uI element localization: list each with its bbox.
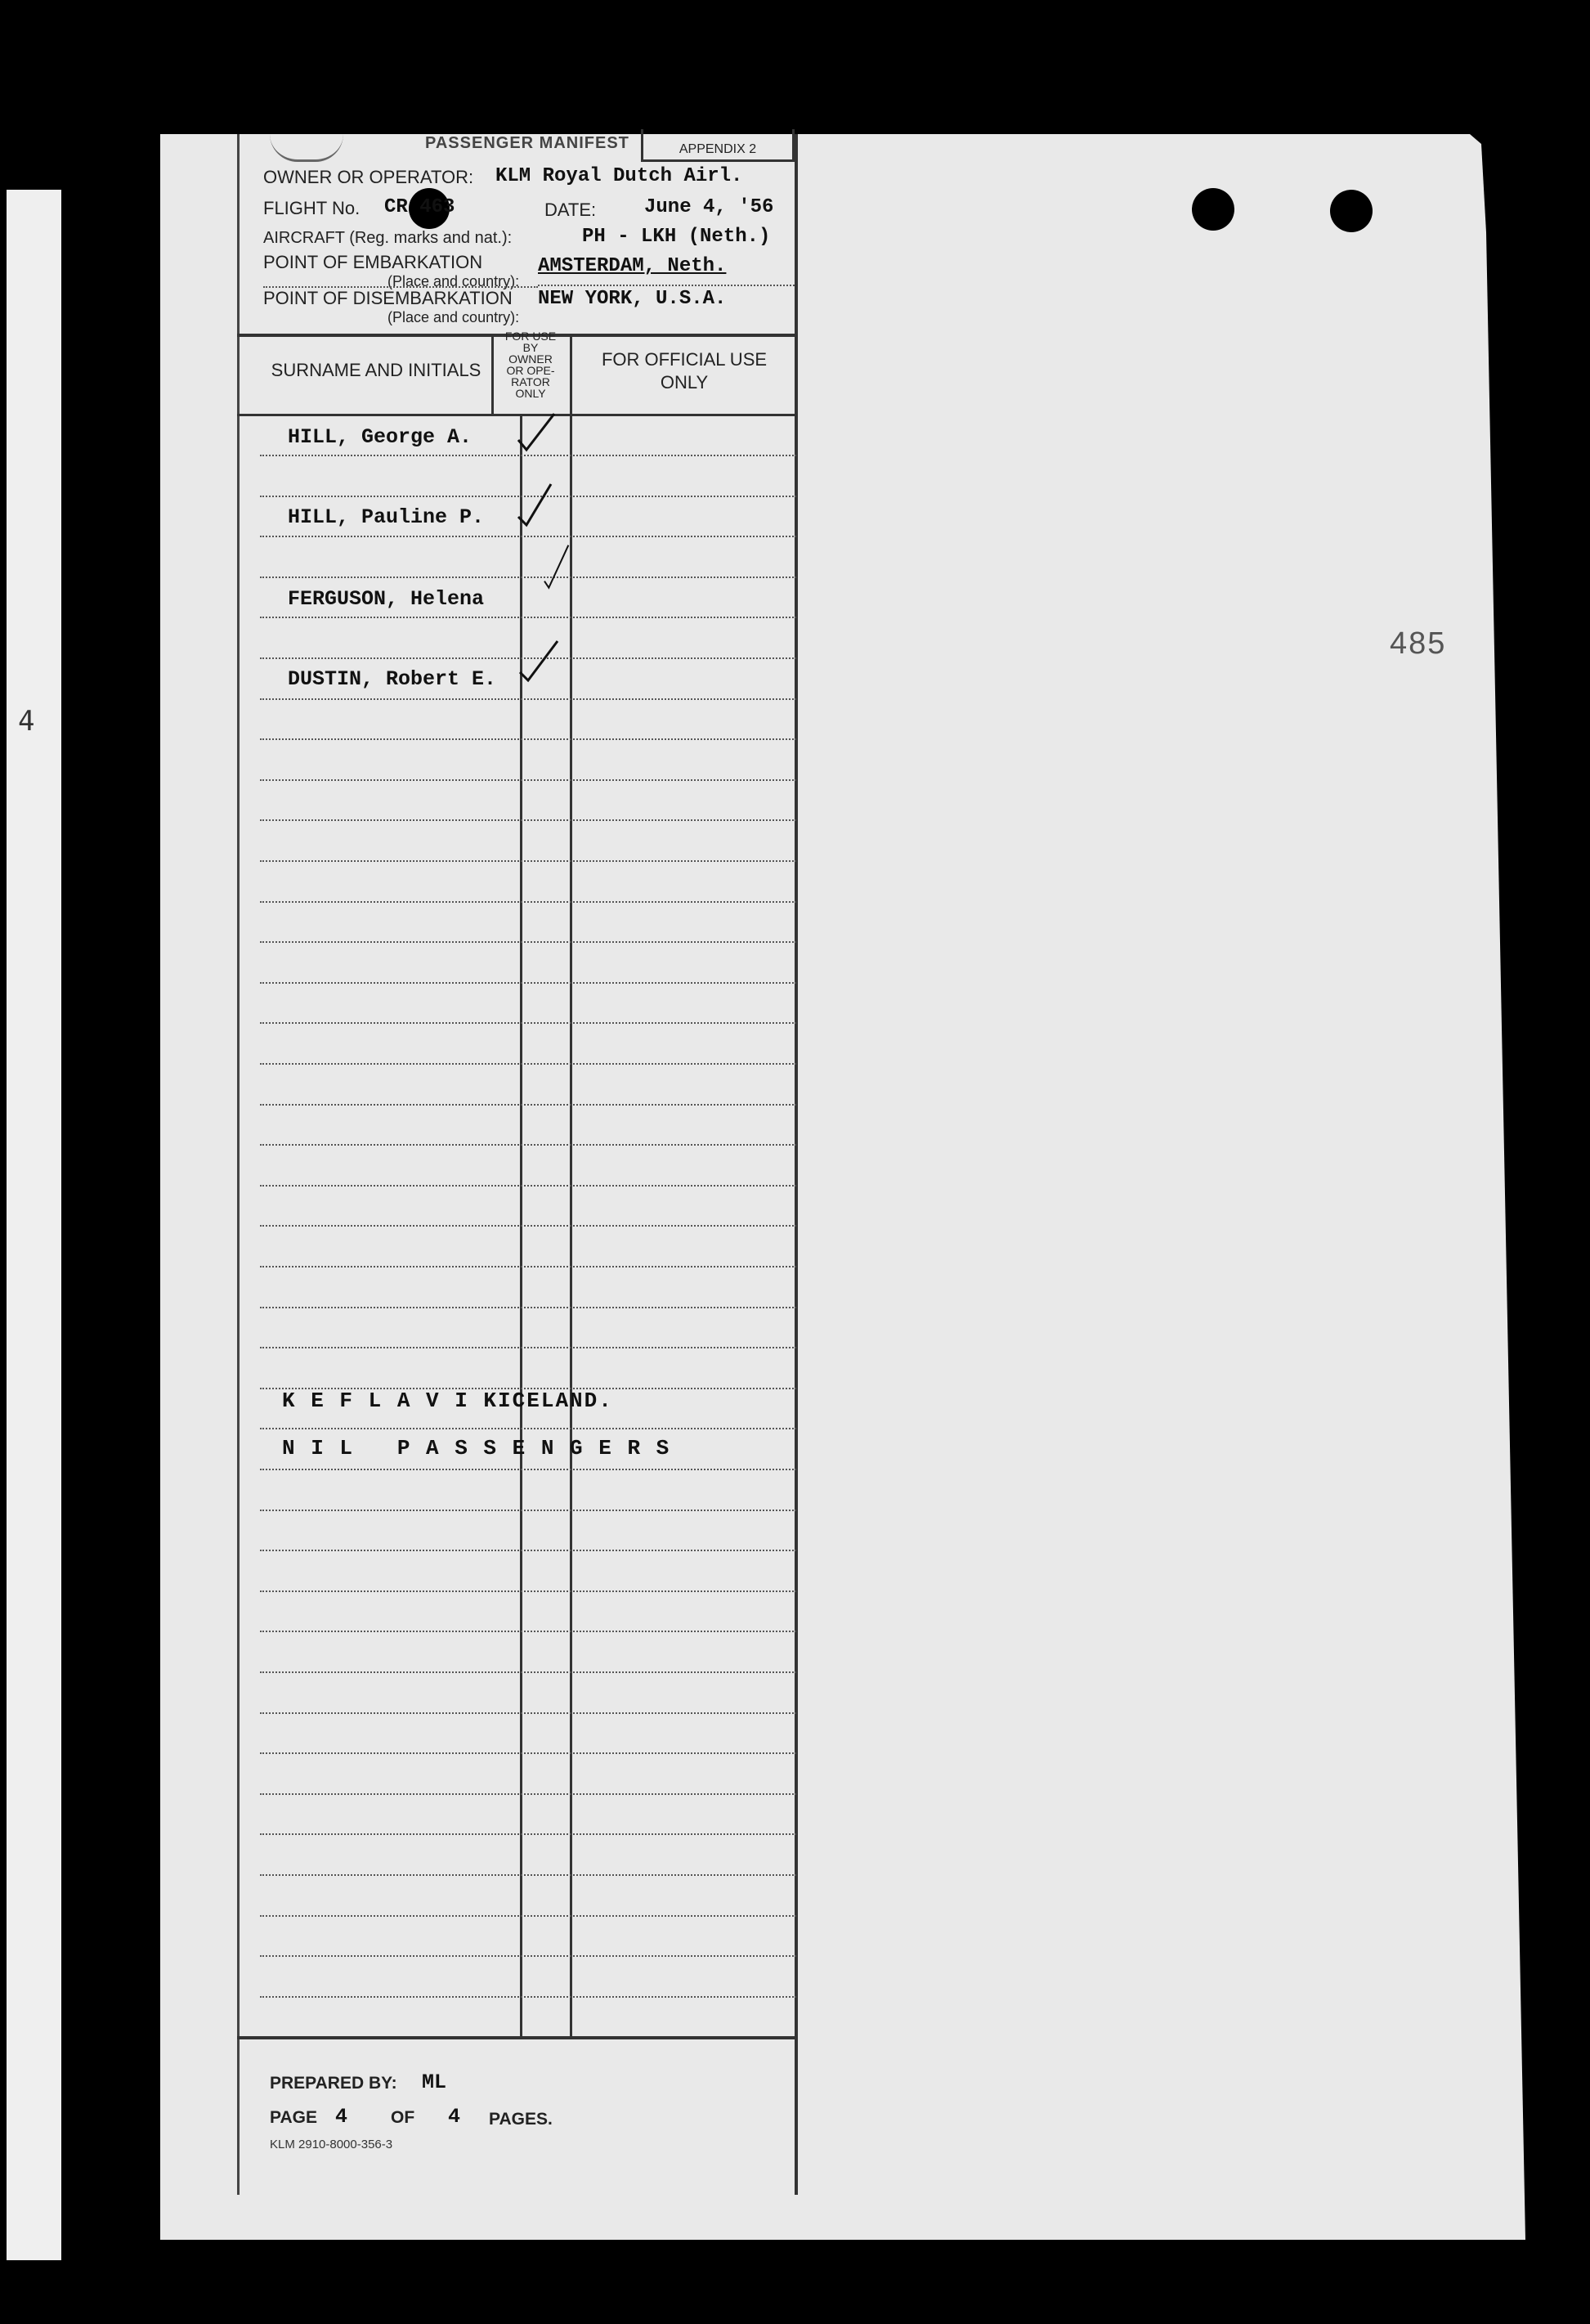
row-rule [260,1104,796,1106]
row-rule [260,1307,796,1308]
check-mark-icon [533,543,582,592]
owner-label: OWNER OR OPERATOR: [263,167,474,187]
date-label: DATE: [544,200,597,220]
disembarkation-value: NEW YORK, U.S.A. [538,288,727,310]
of-label: OF [391,2108,415,2127]
row-rule [260,1752,796,1754]
row-rule [260,779,796,781]
aircraft-label: AIRCRAFT (Reg. marks and nat.): [263,229,513,247]
row-rule [260,698,796,700]
disembarkation-top-rule [263,286,538,288]
row-rule [260,1063,796,1065]
row-rule [260,1996,796,1998]
row-rule [260,1428,796,1429]
passenger-name: FERGUSON, Helena [288,587,485,611]
embarkation-sublabel: (Place and country): [387,273,520,289]
aircraft-value: PH - LKH (Neth.) [582,226,771,248]
row-rule [260,1022,796,1024]
row-rule [260,738,796,740]
table-bottom-rule [237,2036,798,2039]
col-official-header: FOR OFFICIAL USE ONLY [601,349,768,393]
appendix-box: APPENDIX 2 [641,129,795,162]
embarkation-label: POINT OF EMBARKATION [263,252,483,272]
row-rule [260,1590,796,1592]
col-owner-line: OWNER [508,352,553,366]
row-rule [260,819,796,821]
row-rule [260,901,796,903]
check-mark-icon [513,481,562,530]
row-rule [260,1712,796,1714]
prepared-by-label: PREPARED BY: [270,2074,397,2093]
film-frame-edge [7,190,61,2260]
date-value: June 4, '56 [644,196,774,218]
col-owner-line: RATOR [511,375,550,388]
row-rule [260,577,796,578]
disembarkation-sublabel: (Place and country): [387,309,520,325]
punch-hole [1330,190,1373,232]
row-rule [260,1631,796,1632]
pages-label: PAGES. [489,2110,553,2129]
col-owner-use-header [492,330,569,399]
passenger-name: HILL, George A. [288,425,473,449]
row-rule [260,1671,796,1673]
col-owner-line: FOR USE [504,330,557,343]
form-number: KLM 2910-8000-356-3 [270,2138,393,2151]
frame-number: 4 [18,705,35,738]
owner-value: KLM Royal Dutch Airl. [495,165,743,187]
col-owner-line: ONLY [515,387,546,400]
row-rule [260,1955,796,1957]
row-rule [260,1144,796,1146]
nil-passengers-note: N I L P A S S E N G E R S [282,1436,671,1460]
row-rule [260,1266,796,1267]
row-rule [260,860,796,862]
col-owner-line: OR OPE- [506,364,555,377]
col-surname-header: SURNAME AND INITIALS [271,360,481,380]
stopover-note [282,1389,613,1413]
row-rule [260,1550,796,1551]
passenger-name: DUSTIN, Robert E. [288,667,497,691]
page-label: PAGE [270,2108,317,2127]
row-rule [260,1185,796,1187]
margin-stamp-number: 485 [1390,626,1447,661]
row-rule [260,536,796,537]
flight-label: FLIGHT No. [263,198,361,218]
row-rule [260,1510,796,1511]
row-rule [260,1225,796,1227]
col-owner-line: BY [522,341,539,354]
row-rule [260,982,796,984]
page-number: 4 [335,2105,348,2129]
form-title: PASSENGER MANIFEST [425,134,629,152]
row-rule [260,1469,796,1470]
stopover-place: K E F L A V I K [282,1389,499,1413]
check-mark-icon [515,636,564,685]
row-rule [260,1793,796,1795]
embarkation-rule [538,285,795,286]
disembarkation-label: POINT OF DISEMBARKATION [263,288,513,308]
embarkation-value: AMSTERDAM, Neth. [538,255,727,277]
check-mark-icon [513,407,562,456]
row-rule [260,1874,796,1876]
flight-value: CR 463 [384,196,455,218]
row-rule [260,1915,796,1917]
row-rule [260,1347,796,1348]
page-total: 4 [448,2105,461,2129]
row-rule [260,941,796,943]
row-rule [260,1833,796,1835]
row-rule [260,617,796,618]
passenger-name: HILL, Pauline P. [288,505,485,529]
stopover-country: ICELAND. [498,1389,613,1413]
punch-hole [1192,188,1234,231]
prepared-by-value: ML [422,2071,447,2094]
col-divider [491,334,494,414]
